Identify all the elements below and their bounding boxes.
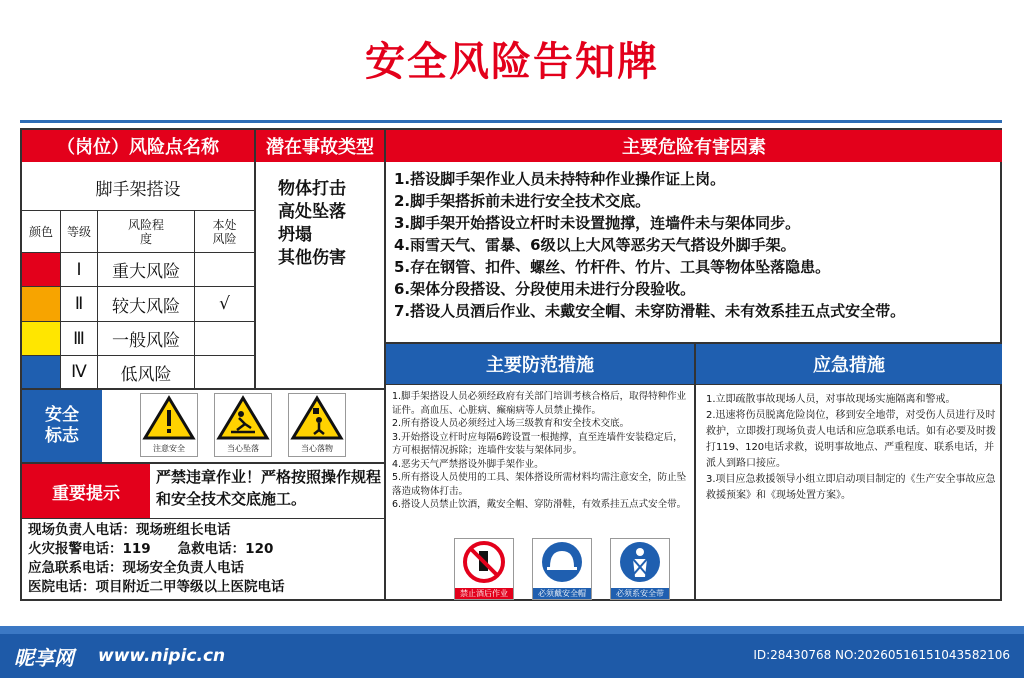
- prevention-item: 6.搭设人员禁止饮酒，戴安全帽、穿防滑鞋，有效系挂五点式安全带。: [392, 499, 687, 510]
- sign-caption: 注意安全: [153, 444, 185, 453]
- watermark-site: www.nipic.cn: [98, 646, 226, 666]
- header-hazard-factors: 主要危险有害因素: [386, 130, 1002, 162]
- prevention-item: 4.恶劣天气严禁搭设外脚手架作业。: [392, 458, 544, 470]
- hazard-item: 2.脚手架搭拆前未进行安全技术交底。: [394, 192, 651, 210]
- risk-mark-4: [195, 356, 254, 388]
- contact-item: 现场负责人电话：现场班组长电话: [28, 522, 231, 538]
- contact-item: 火灾报警电话：119 急救电话：120: [28, 541, 274, 557]
- risk-degree-2: 较大风险: [112, 296, 180, 317]
- emergency-item: 1.立即疏散事故现场人员，对事故现场实施隔离和警戒。: [706, 394, 956, 405]
- sign-caption: 当心落物: [301, 444, 333, 453]
- risk-col-degree: 风险程度: [128, 218, 165, 246]
- prevention-item: 5.所有搭设人员使用的工具、架体搭设所需材料均需注意安全，防止坠落造成物体打击。: [392, 472, 687, 497]
- risk-degree-4: 低风险: [120, 364, 172, 385]
- fall-warning-sign: [214, 393, 272, 457]
- title-divider: [20, 120, 1002, 123]
- safety-sign-label: 安全标志: [22, 390, 102, 462]
- risk-mark-1: [195, 253, 254, 286]
- watermark-bar: [0, 634, 1024, 678]
- accident-type-item: 其他伤害: [278, 248, 346, 268]
- accident-type-list: [278, 178, 382, 270]
- hazard-item: 3.脚手架开始搭设立杆时未设置抛撑，连墙件未与架体同步。: [394, 214, 801, 232]
- sign-caption: 禁止酒后作业: [455, 588, 513, 599]
- hazard-list: [394, 168, 1000, 322]
- prevention-list: [392, 390, 690, 512]
- prevention-item: 2.所有搭设人员必须经过入场三级教育和安全技术交底。: [392, 418, 630, 429]
- caution-sign: [140, 393, 198, 457]
- hazard-item: 5.存在钢管、扣件、螺丝、竹杆件、竹片、工具等物体坠落隐患。: [394, 258, 831, 276]
- contact-item: 医院电话：项目附近二甲等级以上医院电话: [28, 579, 285, 595]
- falling-object-sign: [288, 393, 346, 457]
- risk-level-1: Ⅰ: [76, 259, 82, 280]
- prevention-item: 3.开始搭设立杆时应每隔6跨设置一根抛撑，直至连墙件安装稳定后，方可根据情况拆除；连墙件安装与架体同步。: [392, 431, 683, 456]
- hazard-item: 7.搭设人员酒后作业、未戴安全帽、未穿防滑鞋、未有效系挂五点式安全带。: [394, 302, 906, 320]
- emergency-item: 3.项目应急救援领导小组立即启动项目制定的《生产安全事故应急救援预案》和《现场处置方案》。: [706, 474, 996, 501]
- sign-caption: 必须系安全带: [611, 588, 669, 599]
- accident-type-item: 坍塌: [278, 225, 312, 245]
- risk-col-here: 本处风险: [212, 218, 237, 246]
- hazard-item: 4.雨雪天气、雷暴、6级以上大风等恶劣天气搭设外脚手架。: [394, 236, 796, 254]
- sign-caption: 必须戴安全帽: [533, 588, 591, 599]
- important-text: 严禁违章作业！严格按照操作规程和安全技术交底施工。: [156, 468, 382, 508]
- hazard-item: 6.架体分段搭设、分段使用未进行分段验收。: [394, 280, 696, 298]
- risk-level-3: Ⅲ: [73, 328, 85, 349]
- page-title: 安全风险告知牌: [365, 39, 659, 85]
- harness-sign: [610, 538, 670, 600]
- hazard-item: 1.搭设脚手架作业人员未持特种作业操作证上岗。: [394, 170, 726, 188]
- header-accident-type: 潜在事故类型: [256, 130, 384, 162]
- emergency-list: [706, 392, 996, 504]
- risk-color-1: [22, 253, 60, 286]
- contact-list: [28, 521, 382, 597]
- accident-type-item: 高处坠落: [278, 202, 346, 222]
- risk-degree-1: 重大风险: [112, 262, 180, 282]
- post-name: 脚手架搭设: [95, 179, 181, 200]
- warning-triangle-icon: [141, 394, 197, 442]
- safety-belt-icon: [611, 539, 669, 585]
- no-alcohol-icon: [455, 539, 513, 585]
- prevention-item: 1.脚手架搭设人员必须经政府有关部门培训考核合格后，取得特种作业证件。高血压、心脏病、癫痫病等人员禁止操作。: [392, 391, 687, 416]
- watermark-logo: 昵享网: [14, 646, 74, 670]
- header-emergency: 应急措施: [696, 344, 1002, 384]
- helmet-sign: [532, 538, 592, 600]
- risk-col-level: 等级: [66, 225, 91, 239]
- notice-board: [20, 128, 1002, 601]
- risk-level-4: Ⅳ: [71, 362, 87, 382]
- important-label: 重要提示: [22, 464, 150, 518]
- risk-mark-3: [195, 322, 254, 355]
- header-post-name: （岗位）风险点名称: [22, 130, 254, 162]
- risk-level-2: Ⅱ: [74, 294, 84, 314]
- falling-object-icon: [289, 394, 345, 442]
- risk-color-3: [22, 322, 60, 355]
- risk-degree-3: 一般风险: [112, 331, 180, 351]
- header-prevention: 主要防范措施: [386, 344, 694, 384]
- helmet-icon: [533, 539, 591, 585]
- risk-col-color: 颜色: [28, 225, 53, 239]
- contact-item: 应急联系电话：现场安全负责人电话: [28, 560, 244, 576]
- fall-hazard-icon: [215, 394, 271, 442]
- risk-color-2: [22, 287, 60, 321]
- risk-color-4: [22, 356, 60, 388]
- risk-mark-2: √: [219, 294, 230, 314]
- emergency-item: 2.迅速将伤员脱离危险岗位，移到安全地带，对受伤人员进行及时救护，立即拨打现场负责人电话和应急联系电话。如有必要及时拨打119、120电话求救，说明事故地点、严重程度、联系电话，并派人到路口接应。: [706, 410, 996, 469]
- sign-caption: 当心坠落: [227, 444, 259, 453]
- accident-type-item: 物体打击: [278, 179, 346, 199]
- watermark-stripe: [0, 626, 1024, 634]
- watermark-id: ID:28430768 NO:20260516151043582106: [753, 648, 1010, 662]
- no-drinking-sign: [454, 538, 514, 600]
